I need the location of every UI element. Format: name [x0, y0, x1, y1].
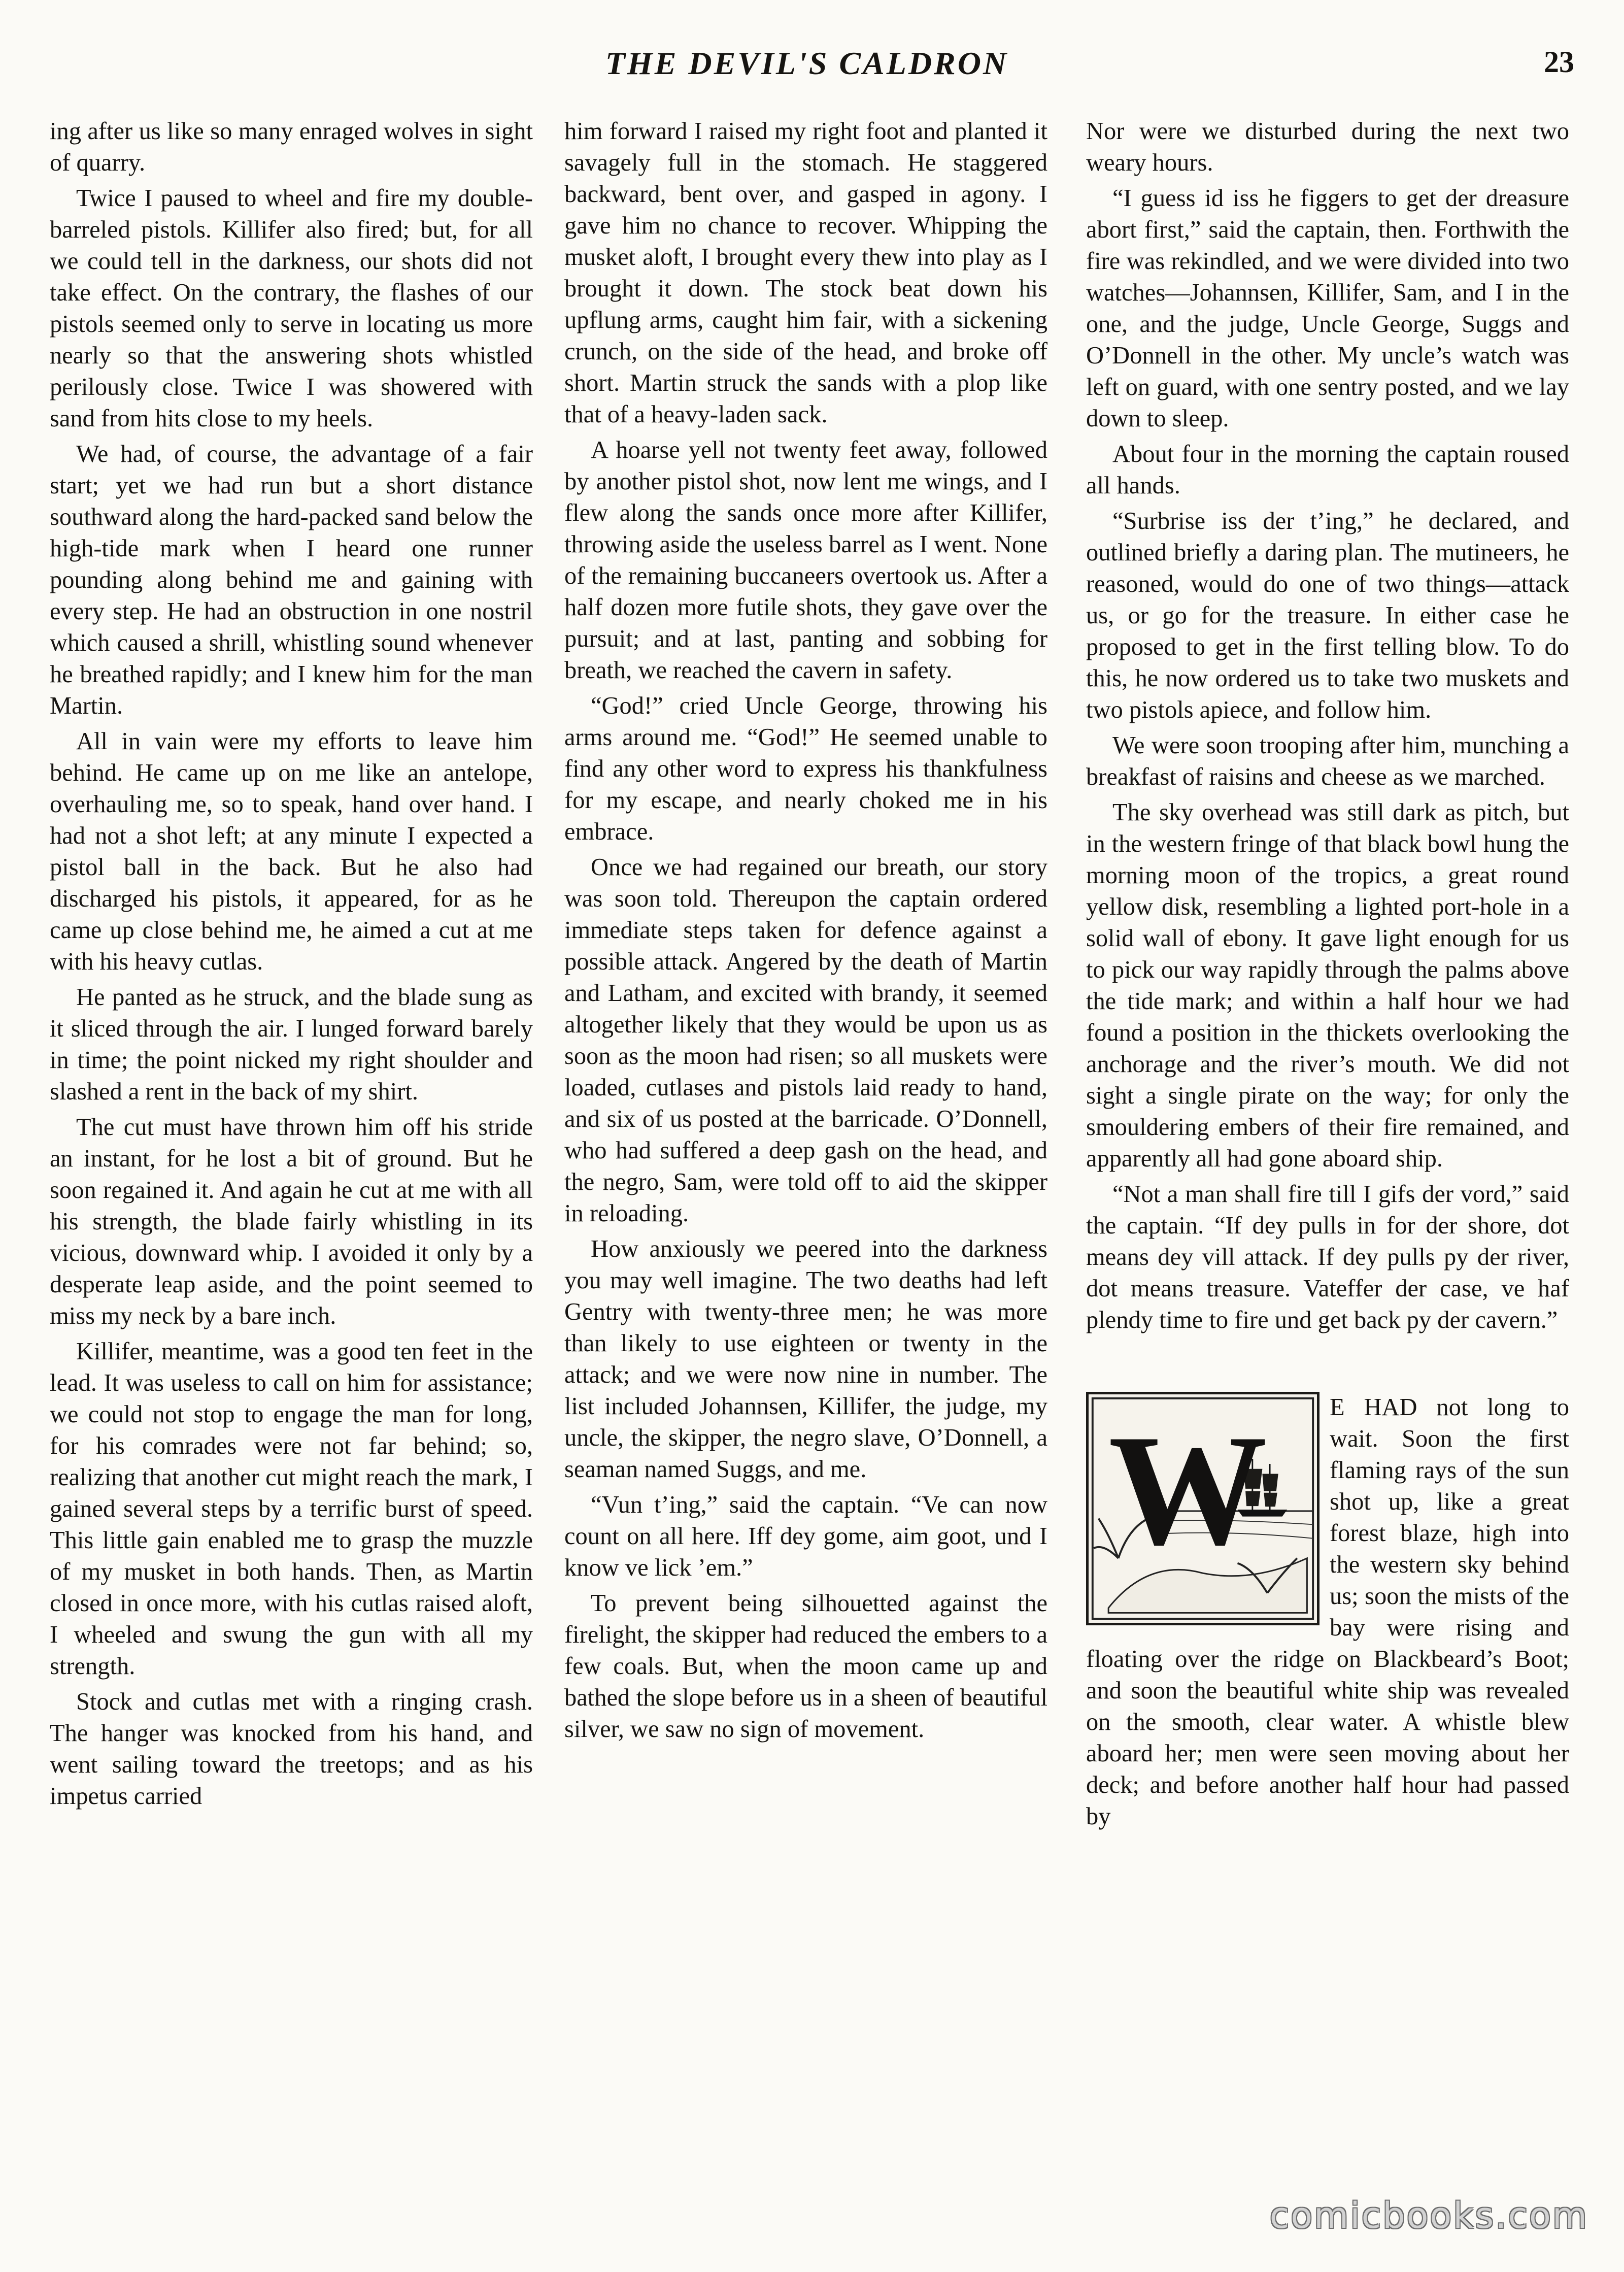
paragraph: “Surbrise iss der t’ing,” he declared, and outlined briefly a daring plan. The mutineers, he reasoned, would do one of two things—attack us, or go for the treasure. In either case he proposed to get in the first telling blow. To do this, he now ordered us to take two muskets and two pistols apiece, and follow him. [1086, 508, 1569, 723]
dropcap-paragraph: E HAD not long to wait. Soon the first flaming rays of the sun shot up, like a great forest blaze, high into the western sky behind us; soon the mists of the bay were rising and floating over the ridge on Blackbeard’s Boot; and soon the beautiful white ship was revealed on the smooth, clear water. A whistle blew aboard her; men were seen moving about her deck; and before another half hour had passed by [1086, 1394, 1569, 1830]
paragraph: “Vun t’ing,” said the captain. “Ve can now count on all here. Iff dey gome, aim goot, und I know ve lick ’em.” [564, 1491, 1047, 1581]
paragraph: How anxiously we peered into the darkness you may well imagine. The two deaths had left Gentry with twenty-three men; he was more than likely to use eighteen or twenty in the attack; and we were now nine in number. The list included Johannsen, Killifer, the judge, my uncle, the skipper, the negro slave, O’Donnell, a seaman named Suggs, and me. [564, 1235, 1047, 1483]
paragraph: He panted as he struck, and the blade sung as it sliced through the air. I lunged forward barely in time; the point nicked my right shoulder and slashed a rent in the back of my shirt. [50, 984, 533, 1105]
dropcap-section [1086, 1392, 1569, 1832]
column-3-paragraphs [1086, 116, 1569, 1336]
paragraph: We were soon trooping after him, munching a breakfast of raisins and cheese as we marched. [1086, 732, 1569, 790]
paragraph: About four in the morning the captain roused all hands. [1086, 441, 1569, 499]
watermark: comicbooks.com [1269, 2195, 1588, 2236]
page-header [0, 45, 1624, 101]
paragraph: A hoarse yell not twenty feet away, followed by another pistol shot, now lent me wings, and I flew along the sands once more after Killifer, throwing aside the useless barrel as I went. None of the remaining buccaneers overtook us. After a half dozen more futile shots, they gave over the pursuit; and at last, panting and sobbing for breath, we reached the cavern in safety. [564, 437, 1047, 684]
paragraph: ing after us like so many enraged wolves in sight of quarry. [50, 118, 533, 176]
paragraph: The cut must have thrown him off his stride an instant, for he lost a bit of ground. But he soon regained it. And again he cut at me with all his strength, the blade fairly whistling in its vicious, downward whip. I avoided it only by a desperate leap aside, and the point seemed to miss my neck by a bare inch. [50, 1114, 533, 1329]
dropcap-letter: W [1108, 1401, 1268, 1578]
paragraph: To prevent being silhouetted against the firelight, the skipper had reduced the embers to a few coals. But, when the moon came up and bathed the slope before us in a sheen of beautiful silver, we saw no sign of movement. [564, 1590, 1047, 1743]
paragraph: “God!” cried Uncle George, throwing his arms around me. “God!” He seemed unable to find any other word to express his thankfulness for my escape, and nearly choked me in his embrace. [564, 692, 1047, 845]
paragraph: him forward I raised my right foot and planted it savagely full in the stomach. He staggered backward, bent over, and gasped in agony. I gave him no chance to recover. Whipping the musket aloft, I brought every thew into play as I brought it down. The stock beat down his upflung arms, caught him fair, with a sickening crunch, on the side of the head, and broke off short. Martin struck the sands with a plop like that of a heavy-laden sack. [564, 118, 1047, 428]
paragraph: “I guess id iss he figgers to get der dreasure abort first,” said the captain, then. Forthwith the fire was rekindled, and we were divided into two watches—Johannsen, Killifer, Sam, and I in the one, and the judge, Uncle George, Suggs and O’Donnell in the other. My uncle’s watch was left on guard, with one sentry posted, and we lay down to sleep. [1086, 185, 1569, 432]
paragraph: Twice I paused to wheel and fire my double-barreled pistols. Killifer also fired; but, for all we could tell in the darkness, our shots did not take effect. On the contrary, the flashes of our pistols seemed only to serve in locating us more nearly so that the answering shots whistled perilously close. Twice I was showered with sand from hits close to my heels. [50, 185, 533, 432]
paragraph: The sky overhead was still dark as pitch, but in the western fringe of that black bowl hung the morning moon of the tropics, a great round yellow disk, resembling a lighted port-hole in a solid wall of ebony. It gave light enough for us to pick our way rapidly through the palms above the tide mark; and within a half hour we had found a position in the thickets overlooking the anchorage and the river’s mouth. We did not sight a single pirate on the way; for only the smouldering embers of their fire remained, and apparently all had gone aboard ship. [1086, 799, 1569, 1172]
paragraph: We had, of course, the advantage of a fair start; yet we had run but a short distance southward along the hard-packed sand below the high-tide mark when I heard one runner pounding along behind me and gaining with every step. He had an obstruction in one nostril which caused a shrill, whistling sound whenever he breathed rapidly; and I knew him for the man Martin. [50, 441, 533, 719]
text-column-1 [50, 116, 533, 1816]
text-column-3 [1086, 116, 1569, 1836]
text-column-2 [564, 116, 1047, 1749]
dropcap-illustration [1086, 1392, 1319, 1625]
paragraph: All in vain were my efforts to leave him behind. He came up on me like an antelope, overhauling me, so to speak, hand over hand. I had not a shot left; at any minute I expected a pistol ball in the back. But he also had discharged his pistols, it appeared, for as he came up close behind me, he aimed a cut at me with his heavy cutlas. [50, 728, 533, 975]
ship-seascape-illustration [1089, 1394, 1317, 1623]
paragraph: “Not a man shall fire till I gifs der vord,” said the captain. “If dey pulls in for der shore, dot means dey vill attack. If dey pulls py der river, dot means treasure. Vateffer der case, ve haf plendy time to fire und get back py der cavern.” [1086, 1181, 1569, 1333]
paragraph: Nor were we disturbed during the next two weary hours. [1086, 118, 1569, 176]
paragraph: Once we had regained our breath, our story was soon told. Thereupon the captain ordered immediate steps taken for defence against a possible attack. Angered by the death of Martin and Latham, and excited with brandy, it seemed altogether likely that they would be upon us as soon as the moon had risen; so all muskets were loaded, cutlases and pistols laid ready to hand, and six of us posted at the barricade. O’Donnell, who had suffered a deep gash on the head, and the negro, Sam, were told off to aid the skipper in reloading. [564, 854, 1047, 1227]
page-number: 23 [1544, 45, 1574, 79]
paragraph: Stock and cutlas met with a ringing crash. The hanger was knocked from his hand, and went sailing toward the treetops; and as his impetus carried [50, 1688, 533, 1810]
running-title: THE DEVIL'S CALDRON [605, 45, 1009, 81]
paragraph: Killifer, meantime, was a good ten feet in the lead. It was useless to call on him for assistance; we could not stop to engage the man for long, for his comrades were not far behind; so, realizing that another cut might reach the mark, I gained several steps by a terrific burst of speed. This little gain enabled me to grasp the muzzle of my musket in both hands. Then, as Martin closed in once more, with his cutlas raised aloft, I wheeled and swung the gun with all my strength. [50, 1338, 533, 1680]
